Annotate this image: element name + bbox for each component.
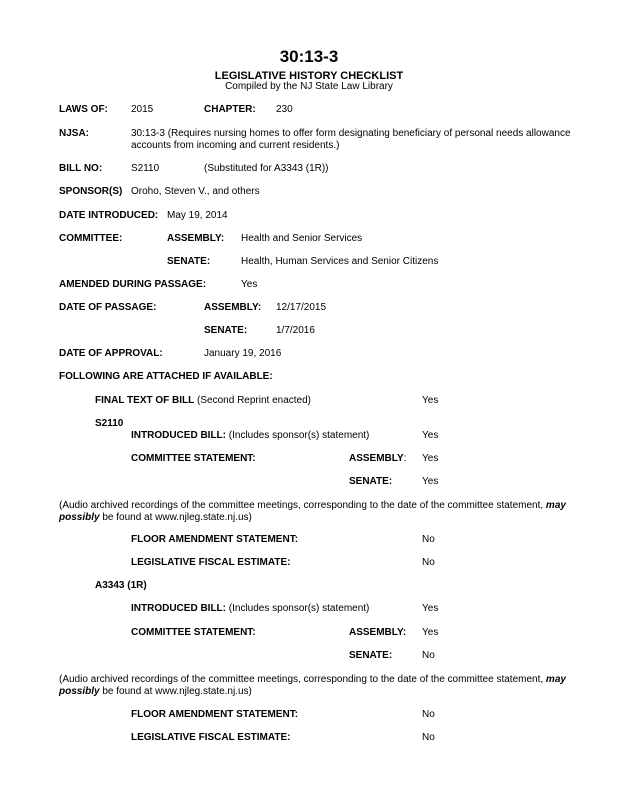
s2110-introduced-note: (Includes sponsor(s) statement) [226,430,370,441]
a3343-fiscal-label: LEGISLATIVE FISCAL ESTIMATE: [131,732,291,743]
a3343-senate-value: No [422,650,435,661]
s2110-fiscal-label: LEGISLATIVE FISCAL ESTIMATE: [131,557,291,568]
date-introduced-label: DATE INTRODUCED: [59,210,159,221]
a3343-floor-label: FLOOR AMENDMENT STATEMENT: [131,709,299,720]
document-title: 30:13-3 [279,47,339,66]
a3343-assembly-label: ASSEMBLY: [349,627,407,638]
bill-value: S2110 [131,163,160,174]
committee-senate-value: Health, Human Services and Senior Citizens [241,256,439,267]
committee-assembly-label: ASSEMBLY: [167,233,225,244]
audio-note-2-text-end: be found at www.njleg.state.nj.us) [99,686,252,697]
approval-label: DATE OF APPROVAL: [59,348,163,359]
document-subtitle: LEGISLATIVE HISTORY CHECKLIST [214,70,404,82]
amended-label: AMENDED DURING PASSAGE: [59,279,207,290]
audio-note-2-text: (Audio archived recordings of the committee meetings, corresponding to the date of the committee statement, [59,674,546,685]
final-text-note: (Second Reprint enacted) [194,395,311,406]
s2110-introduced-value: Yes [422,430,439,441]
audio-note-2 [59,674,604,698]
a3343-introduced-note: (Includes sponsor(s) statement) [226,603,370,614]
s2110-floor-value: No [422,534,435,545]
a3343-committee-label: COMMITTEE STATEMENT: [131,627,256,638]
a3343-fiscal-value: No [422,732,435,743]
a3343-heading: A3343 (1R) [95,580,147,591]
s2110-senate-value: Yes [422,476,439,487]
s2110-introduced-row [131,430,369,442]
bill-label: BILL NO: [59,163,103,174]
final-text-value: Yes [422,395,439,406]
passage-senate-value: 1/7/2016 [276,325,315,336]
njsa-label: NJSA: [59,128,90,139]
final-text-row [95,395,311,407]
audio-note-text: (Audio archived recordings of the committee meetings, corresponding to the date of the committee statement, [59,500,546,511]
s2110-senate-label: SENATE: [349,476,393,487]
chapter-value: 230 [276,104,293,115]
s2110-assembly-row: ASSEMBLY: [349,453,407,464]
laws-label: LAWS OF: [59,104,108,115]
committee-label: COMMITTEE: [59,233,123,244]
committee-assembly-value: Health and Senior Services [241,233,363,244]
s2110-heading: S2110 [95,418,124,429]
laws-year: 2015 [131,104,154,115]
a3343-introduced-value: Yes [422,603,439,614]
passage-label: DATE OF PASSAGE: [59,302,157,313]
audio-note [59,500,604,524]
a3343-senate-label: SENATE: [349,650,393,661]
passage-senate-label: SENATE: [204,325,248,336]
audio-note-text-end: be found at www.njleg.state.nj.us) [99,512,252,523]
attached-heading: FOLLOWING ARE ATTACHED IF AVAILABLE: [59,371,273,382]
s2110-committee-label: COMMITTEE STATEMENT: [131,453,256,464]
committee-senate-label: SENATE: [167,256,211,267]
amended-value: Yes [241,279,258,290]
s2110-assembly-value: Yes [422,453,439,464]
a3343-assembly-value: Yes [422,627,439,638]
s2110-introduced-label: INTRODUCED BILL: [131,430,226,441]
a3343-introduced-label: INTRODUCED BILL: [131,603,226,614]
a3343-floor-value: No [422,709,435,720]
approval-value: January 19, 2016 [204,348,282,359]
audio-note-2-emphasis: may possibly [59,674,566,697]
passage-assembly-label: ASSEMBLY: [204,302,262,313]
bill-substitution-note: (Substituted for A3343 (1R)) [204,163,329,174]
chapter-label: CHAPTER: [204,104,256,115]
final-text-label: FINAL TEXT OF BILL [95,395,195,406]
s2110-fiscal-value: No [422,557,435,568]
sponsor-value: Oroho, Steven V., and others [131,186,260,197]
njsa-value: 30:13-3 (Requires nursing homes to offer form designating beneficiary of personal needs allowance accounts from incoming and current residents.) [131,128,571,151]
sponsor-label: SPONSOR(S) [59,186,123,197]
audio-note-emphasis: may possibly [59,500,566,523]
a3343-introduced-row [131,603,369,615]
s2110-assembly-label: ASSEMBLY [349,453,404,464]
compiled-by: Compiled by the NJ State Law Library [225,81,393,92]
passage-assembly-value: 12/17/2015 [276,302,327,313]
date-introduced-value: May 19, 2014 [167,210,228,221]
s2110-floor-label: FLOOR AMENDMENT STATEMENT: [131,534,299,545]
